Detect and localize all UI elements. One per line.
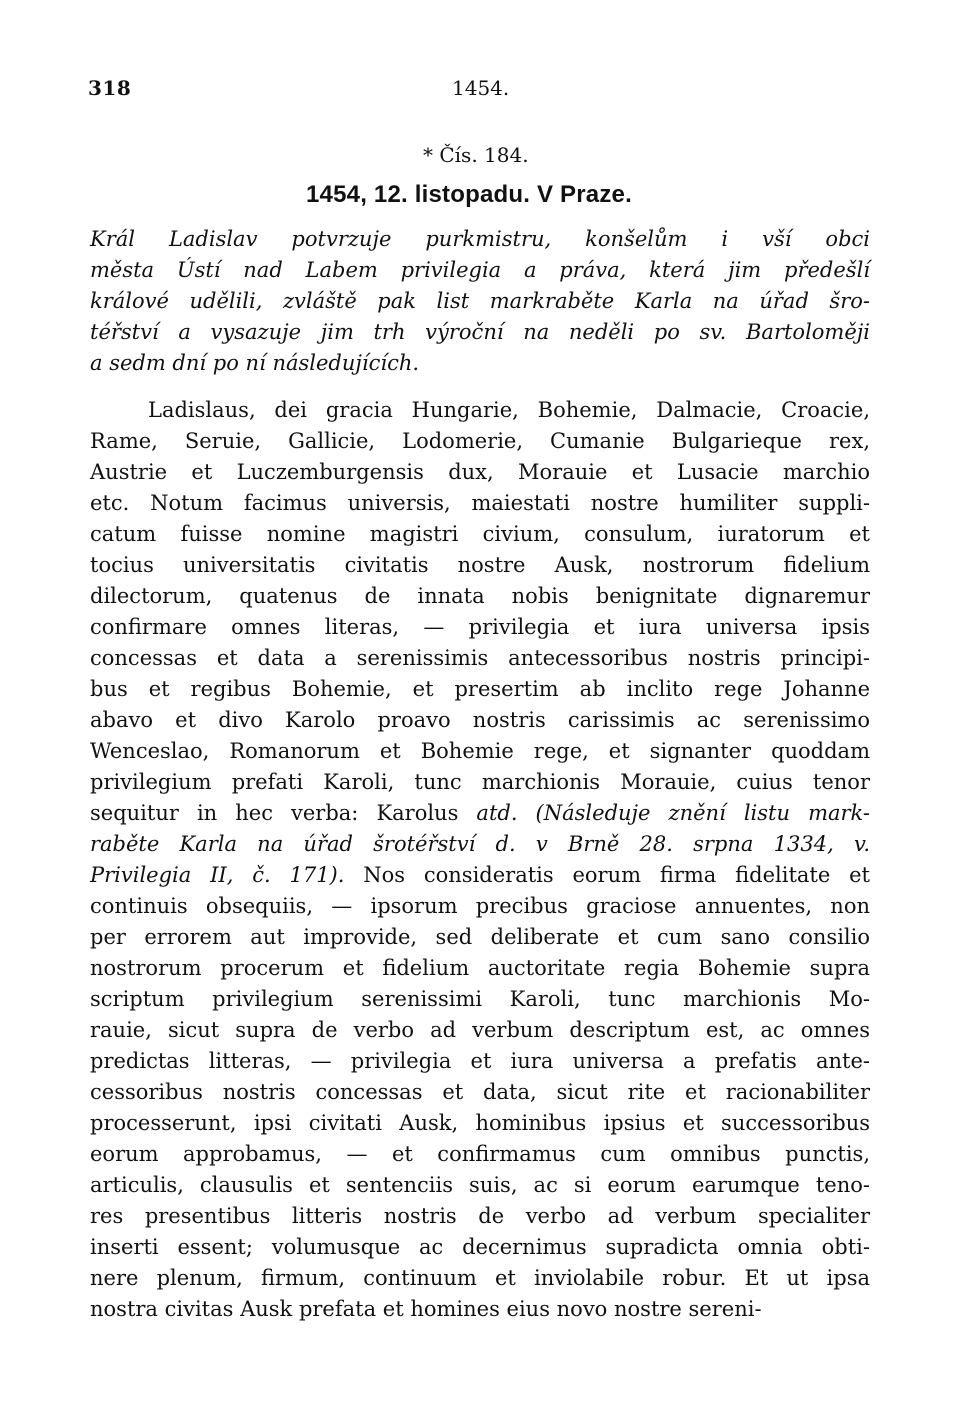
text-segment: predictas litteras, — privilegia et iura universa a prefatis ante- xyxy=(90,1049,870,1073)
text-segment: bus et regibus Bohemie, et presertim ab inclito rege Johanne xyxy=(90,677,870,701)
running-year: 1454. xyxy=(452,76,510,100)
text-segment: eorum approbamus, — et confirmamus cum omnibus punctis, xyxy=(90,1142,870,1166)
text-line xyxy=(90,798,870,829)
text-segment: privilegium prefati Karoli, tunc marchionis Morauie, cuius tenor xyxy=(90,770,870,794)
text-line xyxy=(90,1232,870,1263)
text-segment: sequitur in hec verba: Karolus xyxy=(90,801,477,825)
text-line xyxy=(90,1263,870,1294)
text-line xyxy=(90,922,870,953)
text-line xyxy=(90,1170,870,1201)
text-segment: tocius universitatis civitatis nostre Ausk, nostrorum fidelium xyxy=(90,553,870,577)
text-segment: concessas et data a serenissimis antecessoribus nostris principi- xyxy=(90,646,870,670)
text-segment: continuis obsequiis, — ipsorum precibus graciose annuentes, non xyxy=(90,894,870,918)
text-segment: nere plenum, firmum, continuum et inviolabile robur. Et ut ipsa xyxy=(90,1266,870,1290)
text-line xyxy=(90,984,870,1015)
text-segment: catum fuisse nomine magistri civium, consulum, iuratorum et xyxy=(90,522,870,546)
text-line xyxy=(90,612,870,643)
text-line xyxy=(90,1139,870,1170)
regest-line: Král Ladislav potvrzuje purkmistru, konšelům i vší obci xyxy=(90,227,870,251)
text-segment: scriptum privilegium serenissimi Karoli, tunc marchionis Mo- xyxy=(90,987,870,1011)
text-line xyxy=(90,488,870,519)
text-segment: confirmare omnes literas, — privilegia et iura universa ipsis xyxy=(90,615,870,639)
page-number: 318 xyxy=(88,76,132,100)
text-line xyxy=(90,1077,870,1108)
regest-line: téřství a vysazuje jim trh výroční na neděli po sv. Bartoloměji xyxy=(90,320,870,344)
italic-segment: Privilegia II, č. 171). xyxy=(90,863,345,887)
italic-segment: atd. (Následuje znění listu mark- xyxy=(476,801,870,825)
regest-line: králové udělili, zvláště pak list markraběte Karla na úřad šro- xyxy=(90,289,870,313)
text-line xyxy=(90,891,870,922)
text-line xyxy=(90,1294,870,1325)
text-line xyxy=(90,767,870,798)
text-line xyxy=(90,519,870,550)
text-line xyxy=(90,1108,870,1139)
document-number: * Čís. 184. xyxy=(423,143,529,167)
text-segment: dilectorum, quatenus de innata nobis benignitate dignaremur xyxy=(90,584,870,608)
text-line xyxy=(90,550,870,581)
text-segment: Wenceslao, Romanorum et Bohemie rege, et signanter quoddam xyxy=(90,739,870,763)
text-line xyxy=(90,395,870,426)
regest-line: města Ústí nad Labem privilegia a práva, která jim předešlí xyxy=(90,258,870,282)
text-line xyxy=(90,1046,870,1077)
text-segment: res presentibus litteris nostris de verbo ad verbum specialiter xyxy=(90,1204,870,1228)
text-line xyxy=(90,1015,870,1046)
text-line xyxy=(90,457,870,488)
text-segment: per errorem aut improvide, sed deliberate et cum sano consilio xyxy=(90,925,870,949)
text-line xyxy=(90,953,870,984)
text-segment: etc. Notum facimus universis, maiestati nostre humiliter suppli- xyxy=(90,491,870,515)
text-segment: nostrorum procerum et fidelium auctoritate regia Bohemie supra xyxy=(90,956,870,980)
text-line xyxy=(90,426,870,457)
text-segment: articulis, clausulis et sentenciis suis, ac si eorum earumque teno- xyxy=(90,1173,870,1197)
charter-text xyxy=(90,395,870,1325)
regest xyxy=(90,224,870,379)
text-segment: Nos consideratis eorum firma fidelitate et xyxy=(344,863,870,887)
text-line xyxy=(90,705,870,736)
date-place-heading: 1454, 12. listopadu. V Praze. xyxy=(306,181,632,208)
text-segment: rauie, sicut supra de verbo ad verbum descriptum est, ac omnes xyxy=(90,1018,870,1042)
text-line xyxy=(90,581,870,612)
text-line xyxy=(90,643,870,674)
text-line xyxy=(90,829,870,860)
text-line xyxy=(90,860,870,891)
text-segment: Austrie et Luczemburgensis dux, Morauie et Lusacie marchio xyxy=(90,460,870,484)
text-line xyxy=(90,736,870,767)
regest-line: a sedm dní po ní následujících. xyxy=(90,351,420,375)
text-segment: cessoribus nostris concessas et data, sicut rite et racionabiliter xyxy=(90,1080,870,1104)
text-segment: abavo et divo Karolo proavo nostris carissimis ac serenissimo xyxy=(90,708,870,732)
text-segment: Ladislaus, dei gracia Hungarie, Bohemie, Dalmacie, Croacie, xyxy=(148,398,870,422)
text-line xyxy=(90,674,870,705)
text-segment: processerunt, ipsi civitati Ausk, hominibus ipsius et successoribus xyxy=(90,1111,870,1135)
text-segment: Rame, Seruie, Gallicie, Lodomerie, Cumanie Bulgarieque rex, xyxy=(90,429,870,453)
text-segment: inserti essent; volumusque ac decernimus supradicta omnia obti- xyxy=(90,1235,870,1259)
text-segment: nostra civitas Ausk prefata et homines eius novo nostre sereni- xyxy=(90,1297,762,1321)
text-line xyxy=(90,1201,870,1232)
italic-segment: raběte Karla na úřad šrotéřství d. v Brně 28. srpna 1334, v. xyxy=(90,832,870,856)
